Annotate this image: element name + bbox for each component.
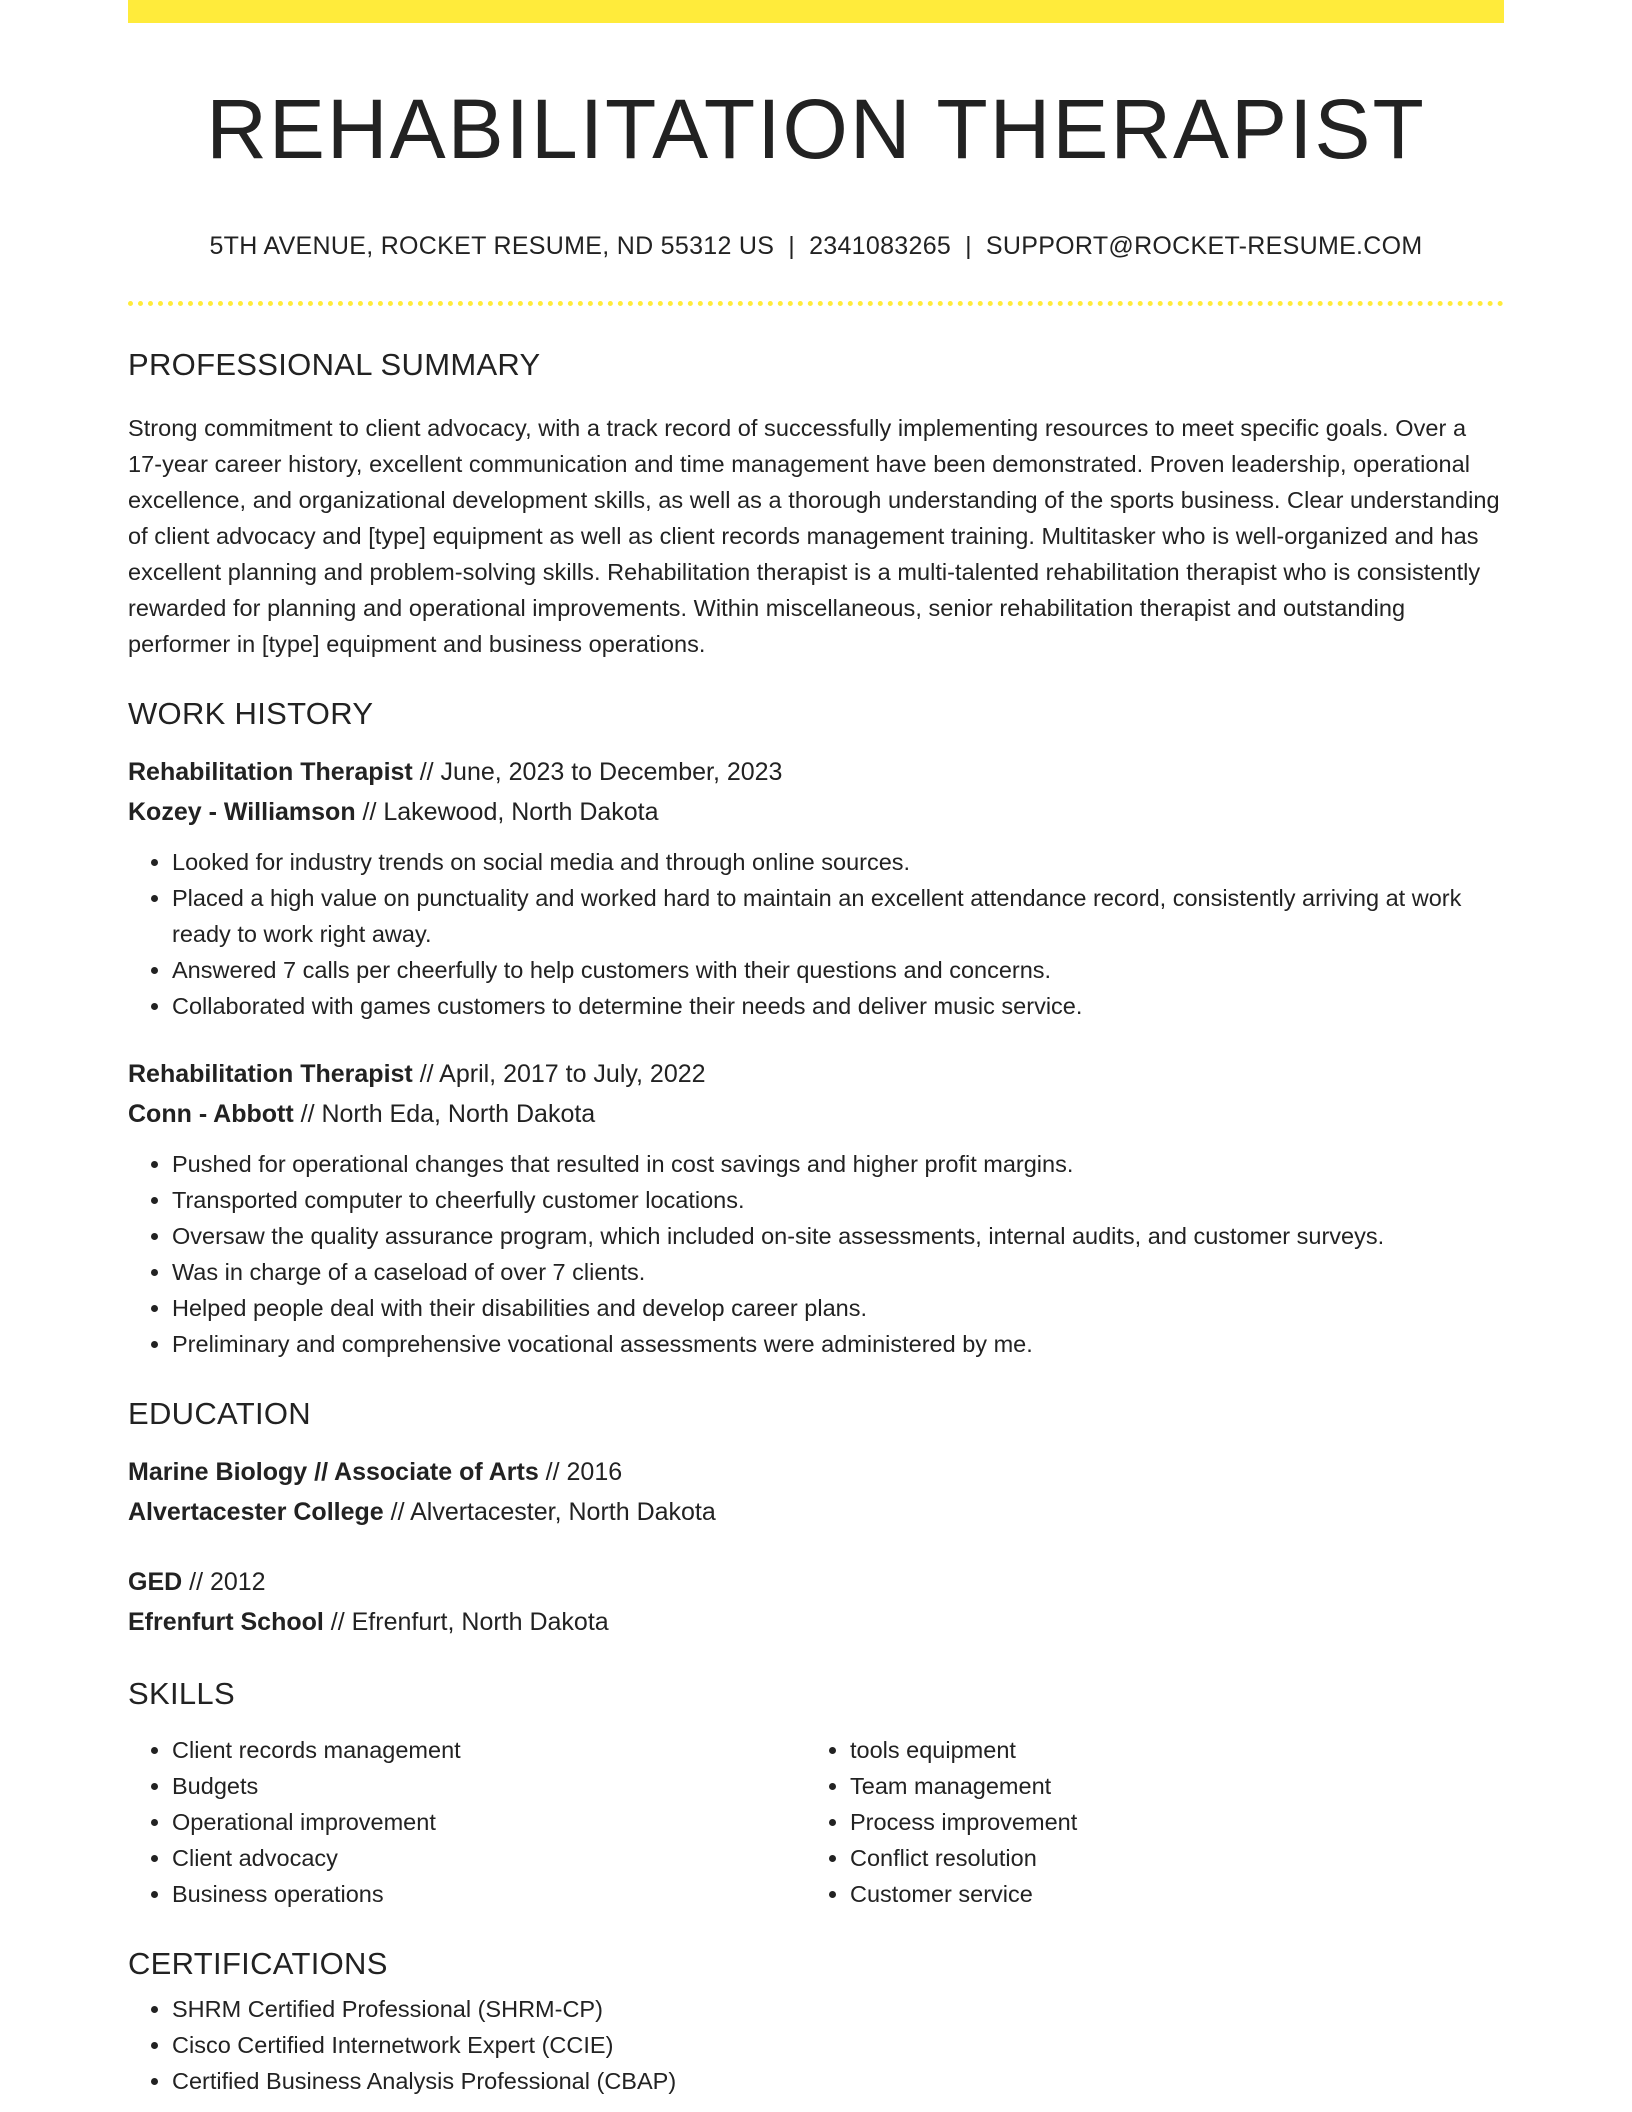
- skill-item: • Client records management: [172, 1732, 806, 1768]
- skills-grid: [128, 1732, 1504, 1912]
- education-degree: Marine Biology // Associate of Arts: [128, 1458, 539, 1486]
- job-bullet: • Preliminary and comprehensive vocational assessments were administered by me.: [172, 1326, 1504, 1362]
- education-school-line: [128, 1602, 1504, 1642]
- header-divider: [128, 301, 1504, 306]
- education-year: // 2016: [538, 1458, 623, 1486]
- certifications-list: [128, 1991, 1504, 2099]
- skill-item: • Operational improvement: [172, 1804, 806, 1840]
- contact-address: 5TH AVENUE, ROCKET RESUME, ND 55312 US: [209, 232, 775, 260]
- contact-separator: |: [788, 232, 796, 260]
- job-title-line: [128, 1054, 1504, 1094]
- job-role: Rehabilitation Therapist: [128, 758, 413, 786]
- skill-item: • Customer service: [850, 1876, 1484, 1912]
- certification-item: • Certified Business Analysis Professional (CBAP): [172, 2063, 1504, 2099]
- education-degree: GED: [128, 1568, 183, 1596]
- job-bullet: • Helped people deal with their disabilities and develop career plans.: [172, 1290, 1504, 1326]
- education-school-line: [128, 1492, 1504, 1532]
- education-location: // Alvertacester, North Dakota: [383, 1498, 716, 1526]
- skill-item: • Conflict resolution: [850, 1840, 1484, 1876]
- job-bullets: [128, 844, 1504, 1024]
- job-bullets: [128, 1146, 1504, 1362]
- summary-heading: PROFESSIONAL SUMMARY: [128, 347, 541, 382]
- job-title-line: [128, 752, 1504, 792]
- skill-item: • Process improvement: [850, 1804, 1484, 1840]
- job-dates: // June, 2023 to December, 2023: [412, 758, 783, 786]
- education-entry: [128, 1452, 1504, 1532]
- education-location: // Efrenfurt, North Dakota: [323, 1608, 609, 1636]
- skills-column-right: [806, 1732, 1484, 1912]
- job-bullet: • Placed a high value on punctuality and worked hard to maintain an excellent attendance record, consistently arriving at work ready to work right away.: [172, 880, 1504, 952]
- job-company-line: [128, 792, 1504, 832]
- summary-text: Strong commitment to client advocacy, with a track record of successfully implementing resources to meet specific goals. Over a 17-year career history, excellent communication and time management have been demonstrated. Proven leadership, operational excellence, and organizational development skills, as well as a thorough understanding of the sports business. Clear understanding of client advocacy and [type] equipment as well as client records management training. Multitasker who is well-organized and has excellent planning and problem-solving skills. Rehabilitation therapist is a multi-talented rehabilitation therapist who is consistently rewarded for planning and operational improvements. Within miscellaneous, senior rehabilitation therapist and outstanding performer in [type] equipment and business operations.: [128, 415, 1500, 657]
- education-entry: [128, 1562, 1504, 1642]
- skills-column-left: [128, 1732, 806, 1912]
- education-heading: EDUCATION: [128, 1396, 311, 1431]
- resume-page: [128, 0, 1504, 2099]
- skill-item: • Budgets: [172, 1768, 806, 1804]
- education-school: Efrenfurt School: [128, 1608, 324, 1636]
- job-entry: [128, 1054, 1504, 1362]
- job-company: Conn - Abbott: [128, 1100, 294, 1128]
- job-location: // Lakewood, North Dakota: [355, 798, 659, 826]
- job-bullet: • Collaborated with games customers to determine their needs and deliver music service.: [172, 988, 1504, 1024]
- skill-item: • Business operations: [172, 1876, 806, 1912]
- work-history-heading: WORK HISTORY: [128, 696, 374, 731]
- job-bullet: • Oversaw the quality assurance program, which included on-site assessments, internal audits, and customer surveys.: [172, 1218, 1504, 1254]
- education-degree-line: [128, 1452, 1504, 1492]
- education-year: // 2012: [182, 1568, 266, 1596]
- contact-line: [128, 234, 1504, 259]
- skill-item: • Client advocacy: [172, 1840, 806, 1876]
- skills-heading: SKILLS: [128, 1676, 235, 1711]
- contact-separator: |: [965, 232, 972, 260]
- job-role: Rehabilitation Therapist: [128, 1060, 413, 1088]
- certification-item: • Cisco Certified Internetwork Expert (CCIE): [172, 2027, 1504, 2063]
- resume-name: REHABILITATION THERAPIST: [206, 82, 1426, 176]
- job-bullet: • Looked for industry trends on social media and through online sources.: [172, 844, 1504, 880]
- job-company-line: [128, 1094, 1504, 1134]
- contact-email: SUPPORT@ROCKET-RESUME.COM: [985, 232, 1423, 260]
- certification-item: • SHRM Certified Professional (SHRM-CP): [172, 1991, 1504, 2027]
- job-bullet: • Pushed for operational changes that resulted in cost savings and higher profit margins.: [172, 1146, 1504, 1182]
- education-school: Alvertacester College: [128, 1498, 384, 1526]
- skill-item: • tools equipment: [850, 1732, 1484, 1768]
- job-bullet: • Transported computer to cheerfully customer locations.: [172, 1182, 1504, 1218]
- education-degree-line: [128, 1562, 1504, 1602]
- job-bullet: • Answered 7 calls per cheerfully to help customers with their questions and concerns.: [172, 952, 1504, 988]
- job-location: // North Eda, North Dakota: [293, 1100, 596, 1128]
- certifications-heading: CERTIFICATIONS: [128, 1946, 388, 1981]
- skill-item: • Team management: [850, 1768, 1484, 1804]
- top-accent-bar: [128, 0, 1504, 23]
- job-bullet: • Was in charge of a caseload of over 7 clients.: [172, 1254, 1504, 1290]
- contact-phone: 2341083265: [809, 232, 952, 260]
- job-entry: [128, 752, 1504, 1024]
- job-company: Kozey - Williamson: [128, 798, 356, 826]
- job-dates: // April, 2017 to July, 2022: [412, 1060, 706, 1088]
